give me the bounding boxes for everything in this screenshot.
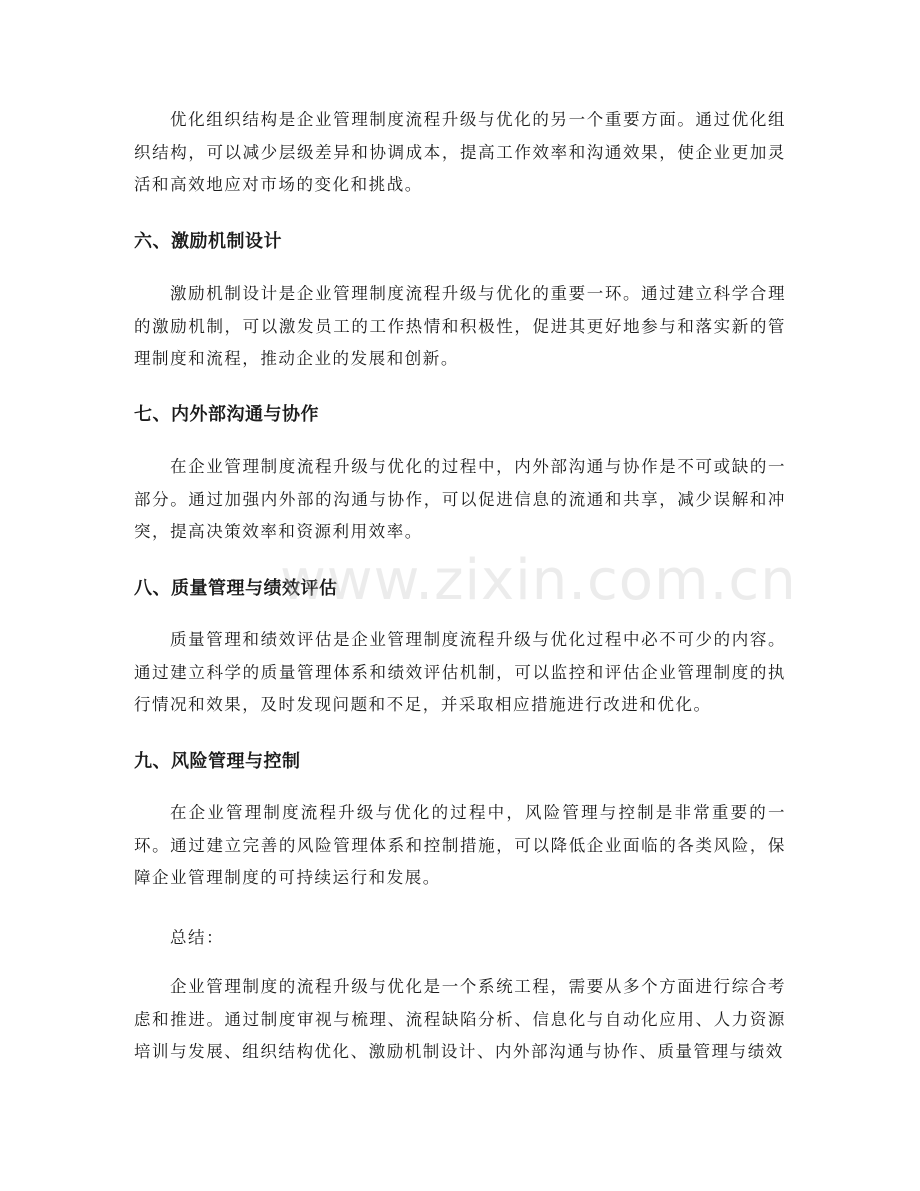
section-body-9 (134, 797, 786, 895)
section-9-paragraph: 在企业管理制度流程升级与优化的过程中，风险管理与控制是非常重要的一环。通过建立完善的风险管理体系和控制措施，可以降低企业面临的各类风险，保障企业管理制度的可持续运行和发展。 (134, 803, 786, 887)
section-body-8 (134, 624, 786, 722)
section-body-6 (134, 278, 786, 376)
section-8-paragraph: 质量管理和绩效评估是企业管理制度流程升级与优化过程中必不可少的内容。通过建立科学的质量管理体系和绩效评估机制，可以监控和评估企业管理制度的执行情况和效果，及时发现问题和不足，并采取相应措施进行改进和优化。 (134, 630, 786, 714)
section-6-heading: 六、激励机制设计 (134, 231, 282, 252)
section-7-paragraph: 在企业管理制度流程升级与优化的过程中，内外部沟通与协作是不可或缺的一部分。通过加强内外部的沟通与协作，可以促进信息的流通和共享，减少误解和冲突，提高决策效率和资源利用效率。 (134, 457, 786, 541)
section-heading-9 (134, 749, 786, 775)
section-7-heading: 七、内外部沟通与协作 (134, 404, 319, 425)
section-9-heading: 九、风险管理与控制 (134, 751, 301, 772)
intro-paragraph: 优化组织结构是企业管理制度流程升级与优化的另一个重要方面。通过优化组织结构，可以减少层级差异和协调成本，提高工作效率和沟通效果，使企业更加灵活和高效地应对市场的变化和挑战。 (134, 110, 786, 194)
summary-label-block (134, 922, 786, 955)
section-body-7 (134, 451, 786, 549)
section-6-paragraph: 激励机制设计是企业管理制度流程升级与优化的重要一环。通过建立科学合理的激励机制，可以激发员工的工作热情和积极性，促进其更好地参与和落实新的管理制度和流程，推动企业的发展和创新。 (134, 284, 786, 368)
summary-section (134, 971, 786, 1069)
section-heading-8 (134, 576, 786, 602)
intro-section (134, 104, 786, 202)
section-8-heading: 八、质量管理与绩效评估 (134, 578, 338, 599)
section-heading-6 (134, 229, 786, 255)
watermark: www.zixin.com.cn (280, 548, 797, 613)
summary-paragraph: 企业管理制度的流程升级与优化是一个系统工程，需要从多个方面进行综合考虑和推进。通过制度审视与梳理、流程缺陷分析、信息化与自动化应用、人力资源培训与发展、组织结构优化、激励机制设计、内外部沟通与协作、质量管理与绩效 (134, 977, 786, 1061)
summary-label: 总结： (170, 928, 225, 947)
section-heading-7 (134, 402, 786, 428)
